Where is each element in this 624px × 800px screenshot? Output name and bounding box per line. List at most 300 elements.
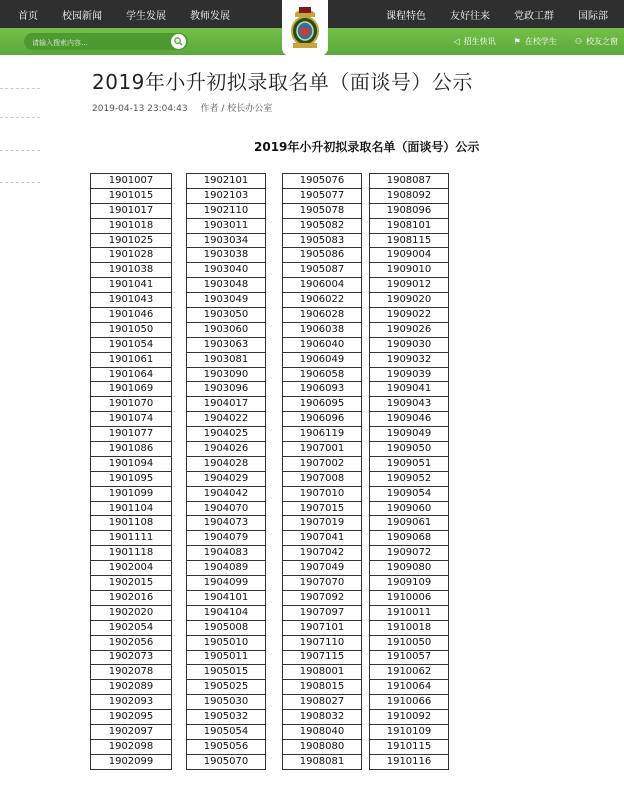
id-cell: 1905056 bbox=[187, 739, 266, 754]
table-row bbox=[283, 442, 362, 457]
table-row bbox=[283, 576, 362, 591]
id-cell: 1905082 bbox=[283, 218, 362, 233]
table-row bbox=[187, 397, 266, 412]
id-cell: 1907049 bbox=[283, 561, 362, 576]
table-row bbox=[187, 590, 266, 605]
table-row bbox=[370, 665, 449, 680]
quick-link-students[interactable]: ⚑ 在校学生 bbox=[513, 37, 557, 46]
search-input[interactable] bbox=[30, 34, 164, 51]
side-divider bbox=[0, 117, 40, 118]
table-row bbox=[370, 367, 449, 382]
table-row bbox=[370, 486, 449, 501]
table-row bbox=[91, 337, 172, 352]
table-row bbox=[283, 486, 362, 501]
id-cell: 1910062 bbox=[370, 665, 449, 680]
id-cell: 1908032 bbox=[283, 710, 362, 725]
id-cell: 1907110 bbox=[283, 635, 362, 650]
nav-item-teacher-development[interactable]: 教师发展 bbox=[190, 10, 230, 22]
id-cell: 1903063 bbox=[187, 337, 266, 352]
table-row bbox=[370, 352, 449, 367]
search-button[interactable] bbox=[171, 34, 186, 49]
id-cell: 1903038 bbox=[187, 248, 266, 263]
table-row bbox=[370, 456, 449, 471]
table-row bbox=[370, 382, 449, 397]
table-row bbox=[370, 531, 449, 546]
table-row bbox=[187, 263, 266, 278]
school-crest-icon bbox=[287, 3, 323, 51]
table-row bbox=[370, 293, 449, 308]
table-row bbox=[370, 546, 449, 561]
id-cell: 1910006 bbox=[370, 590, 449, 605]
id-cell: 1907042 bbox=[283, 546, 362, 561]
table-row bbox=[370, 203, 449, 218]
id-cell: 1901086 bbox=[91, 442, 172, 457]
id-cell: 1908081 bbox=[283, 754, 362, 769]
megaphone-icon: ◁ bbox=[453, 37, 460, 46]
table-row bbox=[91, 367, 172, 382]
id-cell: 1907008 bbox=[283, 471, 362, 486]
id-cell: 1902016 bbox=[91, 590, 172, 605]
id-cell: 1907041 bbox=[283, 531, 362, 546]
id-cell: 1908092 bbox=[370, 188, 449, 203]
table-row bbox=[370, 724, 449, 739]
nav-item-student-development[interactable]: 学生发展 bbox=[126, 10, 166, 22]
table-row bbox=[283, 352, 362, 367]
id-cell: 1902095 bbox=[91, 710, 172, 725]
table-row bbox=[91, 293, 172, 308]
id-cell: 1905070 bbox=[187, 754, 266, 769]
id-cell: 1901111 bbox=[91, 531, 172, 546]
table-row bbox=[91, 263, 172, 278]
table-row bbox=[370, 650, 449, 665]
table-row bbox=[187, 516, 266, 531]
table-row bbox=[370, 308, 449, 323]
table-row bbox=[187, 382, 266, 397]
id-cell: 1907019 bbox=[283, 516, 362, 531]
id-cell: 1901043 bbox=[91, 293, 172, 308]
top-nav-left bbox=[6, 0, 242, 28]
table-row bbox=[283, 695, 362, 710]
id-cell: 1909004 bbox=[370, 248, 449, 263]
nav-item-international[interactable]: 国际部 bbox=[578, 10, 608, 22]
table-row bbox=[91, 680, 172, 695]
list-heading: 2019年小升初拟录取名单（面谈号）公示 bbox=[254, 140, 480, 154]
table-row bbox=[187, 501, 266, 516]
top-nav-right bbox=[374, 0, 620, 28]
id-cell: 1904042 bbox=[187, 486, 266, 501]
table-row bbox=[187, 471, 266, 486]
id-cell: 1905087 bbox=[283, 263, 362, 278]
id-cell: 1903081 bbox=[187, 352, 266, 367]
id-cell: 1906093 bbox=[283, 382, 362, 397]
table-row bbox=[283, 382, 362, 397]
id-cell: 1902078 bbox=[91, 665, 172, 680]
nav-item-home[interactable]: 首页 bbox=[18, 10, 38, 22]
table-row bbox=[370, 248, 449, 263]
table-row bbox=[91, 710, 172, 725]
id-cell: 1909052 bbox=[370, 471, 449, 486]
flag-icon: ⚑ bbox=[513, 37, 521, 46]
id-cell: 1901028 bbox=[91, 248, 172, 263]
id-cell: 1904028 bbox=[187, 456, 266, 471]
table-row bbox=[187, 427, 266, 442]
table-row bbox=[91, 203, 172, 218]
table-row bbox=[91, 650, 172, 665]
id-cell: 1910092 bbox=[370, 710, 449, 725]
table-row bbox=[187, 188, 266, 203]
id-cell: 1901094 bbox=[91, 456, 172, 471]
table-row bbox=[283, 516, 362, 531]
table-row bbox=[91, 754, 172, 769]
id-cell: 1906004 bbox=[283, 278, 362, 293]
table-row bbox=[187, 620, 266, 635]
id-cell: 1902101 bbox=[187, 174, 266, 189]
id-cell: 1908040 bbox=[283, 724, 362, 739]
id-cell: 1905054 bbox=[187, 724, 266, 739]
table-row bbox=[91, 278, 172, 293]
id-cell: 1906058 bbox=[283, 367, 362, 382]
id-cell: 1909041 bbox=[370, 382, 449, 397]
table-row bbox=[91, 322, 172, 337]
table-row bbox=[370, 442, 449, 457]
table-row bbox=[91, 724, 172, 739]
id-cell: 1904025 bbox=[187, 427, 266, 442]
nav-item-party-affairs[interactable]: 党政工群 bbox=[514, 10, 554, 22]
article-date: 2019-04-13 23:04:43 bbox=[92, 104, 188, 114]
id-cell: 1906096 bbox=[283, 412, 362, 427]
table-row bbox=[91, 739, 172, 754]
table-row bbox=[187, 665, 266, 680]
id-cell: 1901038 bbox=[91, 263, 172, 278]
id-cell: 1905086 bbox=[283, 248, 362, 263]
table-row bbox=[370, 576, 449, 591]
table-row bbox=[370, 501, 449, 516]
table-row bbox=[283, 710, 362, 725]
table-row bbox=[283, 174, 362, 189]
table-row bbox=[91, 442, 172, 457]
table-row bbox=[187, 546, 266, 561]
id-cell: 1905083 bbox=[283, 233, 362, 248]
quick-link-admissions[interactable]: ◁ 招生快讯 bbox=[453, 37, 496, 46]
id-cell: 1909060 bbox=[370, 501, 449, 516]
table-row bbox=[283, 471, 362, 486]
id-cell: 1901017 bbox=[91, 203, 172, 218]
table-row bbox=[370, 620, 449, 635]
table-row bbox=[187, 412, 266, 427]
table-row bbox=[370, 471, 449, 486]
id-cell: 1901099 bbox=[91, 486, 172, 501]
table-row bbox=[283, 248, 362, 263]
table-row bbox=[187, 218, 266, 233]
id-cell: 1909020 bbox=[370, 293, 449, 308]
table-row bbox=[91, 620, 172, 635]
table-row bbox=[91, 501, 172, 516]
id-cell: 1906119 bbox=[283, 427, 362, 442]
table-row bbox=[370, 710, 449, 725]
id-cell: 1905025 bbox=[187, 680, 266, 695]
id-cell: 1905008 bbox=[187, 620, 266, 635]
id-cell: 1902099 bbox=[91, 754, 172, 769]
table-row bbox=[187, 724, 266, 739]
table-row bbox=[283, 263, 362, 278]
nav-item-curriculum[interactable]: 课程特色 bbox=[386, 10, 426, 22]
table-row bbox=[91, 308, 172, 323]
nav-item-campus-news[interactable]: 校园新闻 bbox=[62, 10, 102, 22]
table-row bbox=[91, 427, 172, 442]
quick-link-alumni[interactable]: ⚇ 校友之窗 bbox=[574, 37, 618, 46]
table-row bbox=[370, 337, 449, 352]
id-cell: 1910057 bbox=[370, 650, 449, 665]
table-row bbox=[283, 531, 362, 546]
id-cell: 1904070 bbox=[187, 501, 266, 516]
table-row bbox=[187, 576, 266, 591]
table-row bbox=[91, 248, 172, 263]
id-cell: 1904029 bbox=[187, 471, 266, 486]
table-row bbox=[283, 233, 362, 248]
table-row bbox=[283, 397, 362, 412]
table-row bbox=[283, 620, 362, 635]
quick-links bbox=[436, 28, 619, 55]
id-cell: 1906038 bbox=[283, 322, 362, 337]
id-cell: 1902089 bbox=[91, 680, 172, 695]
id-cell: 1906040 bbox=[283, 337, 362, 352]
table-row bbox=[283, 278, 362, 293]
table-row bbox=[91, 456, 172, 471]
nav-item-exchanges[interactable]: 友好往来 bbox=[450, 10, 490, 22]
table-row bbox=[91, 516, 172, 531]
id-cell: 1906022 bbox=[283, 293, 362, 308]
id-cell: 1903060 bbox=[187, 322, 266, 337]
id-cell: 1909032 bbox=[370, 352, 449, 367]
table-row bbox=[91, 218, 172, 233]
table-row bbox=[283, 218, 362, 233]
table-row bbox=[187, 456, 266, 471]
id-column-2 bbox=[186, 173, 266, 770]
id-cell: 1908027 bbox=[283, 695, 362, 710]
table-row bbox=[187, 337, 266, 352]
table-row bbox=[370, 635, 449, 650]
side-divider bbox=[0, 182, 40, 183]
search-icon bbox=[174, 37, 183, 46]
id-cell: 1908101 bbox=[370, 218, 449, 233]
table-row bbox=[91, 188, 172, 203]
id-cell: 1904073 bbox=[187, 516, 266, 531]
table-row bbox=[187, 531, 266, 546]
table-row bbox=[187, 278, 266, 293]
table-row bbox=[370, 427, 449, 442]
id-cell: 1909054 bbox=[370, 486, 449, 501]
table-row bbox=[187, 308, 266, 323]
id-cell: 1904101 bbox=[187, 590, 266, 605]
search-box bbox=[24, 33, 188, 50]
id-cell: 1908115 bbox=[370, 233, 449, 248]
id-cell: 1901095 bbox=[91, 471, 172, 486]
table-row bbox=[370, 412, 449, 427]
id-cell: 1909072 bbox=[370, 546, 449, 561]
id-cell: 1908080 bbox=[283, 739, 362, 754]
id-cell: 1902020 bbox=[91, 605, 172, 620]
users-icon: ⚇ bbox=[574, 37, 582, 46]
id-cell: 1903040 bbox=[187, 263, 266, 278]
id-cell: 1902073 bbox=[91, 650, 172, 665]
id-cell: 1905078 bbox=[283, 203, 362, 218]
table-row bbox=[283, 367, 362, 382]
table-row bbox=[370, 561, 449, 576]
table-row bbox=[91, 590, 172, 605]
table-row bbox=[91, 546, 172, 561]
table-row bbox=[91, 635, 172, 650]
id-cell: 1907101 bbox=[283, 620, 362, 635]
id-cell: 1903034 bbox=[187, 233, 266, 248]
id-cell: 1905030 bbox=[187, 695, 266, 710]
table-row bbox=[370, 397, 449, 412]
id-cell: 1902103 bbox=[187, 188, 266, 203]
table-row bbox=[91, 531, 172, 546]
id-cell: 1910050 bbox=[370, 635, 449, 650]
id-cell: 1908001 bbox=[283, 665, 362, 680]
table-row bbox=[187, 695, 266, 710]
id-cell: 1901018 bbox=[91, 218, 172, 233]
id-cell: 1901046 bbox=[91, 308, 172, 323]
article-author: 作者 / 校长办公室 bbox=[200, 104, 273, 114]
id-cell: 1906028 bbox=[283, 308, 362, 323]
table-row bbox=[370, 188, 449, 203]
table-row bbox=[283, 724, 362, 739]
id-cell: 1904089 bbox=[187, 561, 266, 576]
id-cell: 1901054 bbox=[91, 337, 172, 352]
table-row bbox=[187, 739, 266, 754]
id-cell: 1902110 bbox=[187, 203, 266, 218]
id-cell: 1910011 bbox=[370, 605, 449, 620]
table-row bbox=[283, 412, 362, 427]
id-cell: 1904083 bbox=[187, 546, 266, 561]
table-row bbox=[91, 576, 172, 591]
id-cell: 1901070 bbox=[91, 397, 172, 412]
table-row bbox=[187, 203, 266, 218]
id-cell: 1910064 bbox=[370, 680, 449, 695]
table-row bbox=[283, 501, 362, 516]
table-row bbox=[187, 710, 266, 725]
id-cell: 1907002 bbox=[283, 456, 362, 471]
table-row bbox=[187, 486, 266, 501]
id-cell: 1901061 bbox=[91, 352, 172, 367]
table-row bbox=[187, 322, 266, 337]
id-cell: 1901050 bbox=[91, 322, 172, 337]
id-cell: 1909061 bbox=[370, 516, 449, 531]
table-row bbox=[187, 561, 266, 576]
table-row bbox=[91, 695, 172, 710]
id-cell: 1902056 bbox=[91, 635, 172, 650]
id-cell: 1910018 bbox=[370, 620, 449, 635]
id-cell: 1903049 bbox=[187, 293, 266, 308]
id-cell: 1910066 bbox=[370, 695, 449, 710]
table-row bbox=[370, 605, 449, 620]
id-cell: 1909049 bbox=[370, 427, 449, 442]
id-column-1 bbox=[90, 173, 172, 770]
id-cell: 1901069 bbox=[91, 382, 172, 397]
id-cell: 1903090 bbox=[187, 367, 266, 382]
id-cell: 1905076 bbox=[283, 174, 362, 189]
table-row bbox=[283, 605, 362, 620]
table-row bbox=[283, 561, 362, 576]
id-cell: 1904099 bbox=[187, 576, 266, 591]
id-cell: 1907115 bbox=[283, 650, 362, 665]
table-row bbox=[187, 293, 266, 308]
id-cell: 1901108 bbox=[91, 516, 172, 531]
id-cell: 1904079 bbox=[187, 531, 266, 546]
id-cell: 1901104 bbox=[91, 501, 172, 516]
id-cell: 1905015 bbox=[187, 665, 266, 680]
id-cell: 1905010 bbox=[187, 635, 266, 650]
table-row bbox=[187, 442, 266, 457]
id-cell: 1903050 bbox=[187, 308, 266, 323]
id-cell: 1907092 bbox=[283, 590, 362, 605]
id-cell: 1910116 bbox=[370, 754, 449, 769]
table-row bbox=[187, 754, 266, 769]
id-cell: 1903011 bbox=[187, 218, 266, 233]
table-row bbox=[283, 293, 362, 308]
table-row bbox=[187, 233, 266, 248]
table-row bbox=[370, 233, 449, 248]
id-cell: 1901025 bbox=[91, 233, 172, 248]
id-cell: 1909080 bbox=[370, 561, 449, 576]
id-cell: 1901007 bbox=[91, 174, 172, 189]
table-row bbox=[91, 382, 172, 397]
table-row bbox=[187, 605, 266, 620]
table-row bbox=[370, 680, 449, 695]
article-meta bbox=[92, 101, 282, 114]
id-cell: 1909051 bbox=[370, 456, 449, 471]
id-cell: 1903048 bbox=[187, 278, 266, 293]
table-row bbox=[91, 471, 172, 486]
id-cell: 1901074 bbox=[91, 412, 172, 427]
table-row bbox=[187, 635, 266, 650]
id-cell: 1901015 bbox=[91, 188, 172, 203]
id-cell: 1909068 bbox=[370, 531, 449, 546]
id-cell: 1907015 bbox=[283, 501, 362, 516]
table-row bbox=[283, 590, 362, 605]
id-cell: 1909022 bbox=[370, 308, 449, 323]
table-row bbox=[370, 695, 449, 710]
id-cell: 1905077 bbox=[283, 188, 362, 203]
table-row bbox=[370, 739, 449, 754]
id-cell: 1909043 bbox=[370, 397, 449, 412]
id-cell: 1906049 bbox=[283, 352, 362, 367]
id-cell: 1909012 bbox=[370, 278, 449, 293]
id-cell: 1902097 bbox=[91, 724, 172, 739]
table-row bbox=[283, 546, 362, 561]
id-cell: 1908096 bbox=[370, 203, 449, 218]
id-column-4 bbox=[369, 173, 449, 770]
id-cell: 1902004 bbox=[91, 561, 172, 576]
table-row bbox=[283, 680, 362, 695]
id-cell: 1909109 bbox=[370, 576, 449, 591]
id-cell: 1901041 bbox=[91, 278, 172, 293]
id-cell: 1909030 bbox=[370, 337, 449, 352]
id-cell: 1909026 bbox=[370, 322, 449, 337]
id-cell: 1909050 bbox=[370, 442, 449, 457]
id-cell: 1902093 bbox=[91, 695, 172, 710]
id-cell: 1902054 bbox=[91, 620, 172, 635]
id-cell: 1902015 bbox=[91, 576, 172, 591]
table-row bbox=[370, 590, 449, 605]
table-row bbox=[187, 650, 266, 665]
page-title: 2019年小升初拟录取名单（面谈号）公示 bbox=[92, 70, 473, 94]
table-row bbox=[370, 516, 449, 531]
table-row bbox=[370, 278, 449, 293]
table-row bbox=[283, 188, 362, 203]
school-logo[interactable] bbox=[282, 0, 328, 56]
